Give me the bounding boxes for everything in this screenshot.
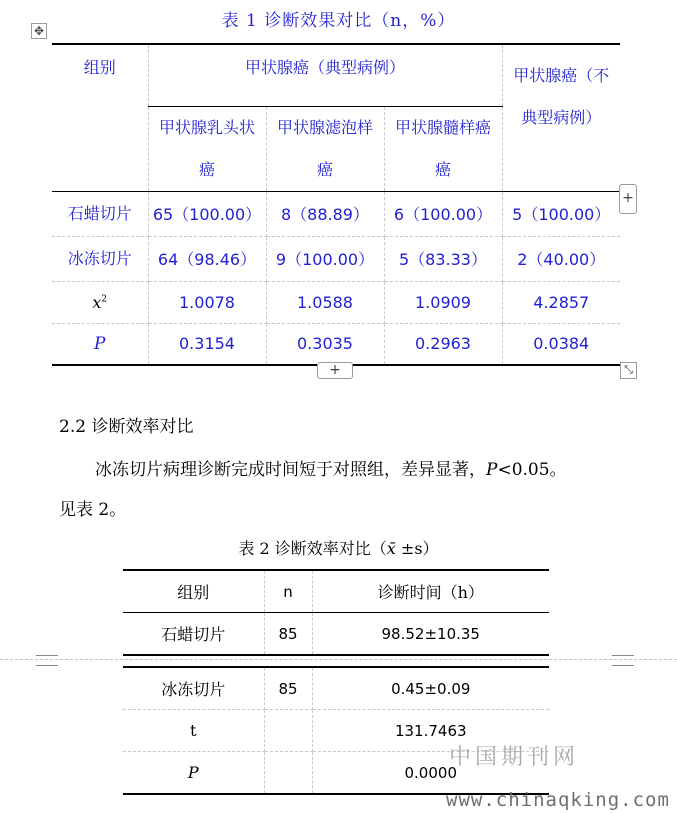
table-cell: 1.0588: [266, 281, 384, 323]
row-label-frozen: 冰冻切片: [52, 236, 148, 281]
table2-caption: [0, 536, 677, 559]
table-cell: 0.0384: [502, 323, 620, 365]
table-cell: 0.2963: [384, 323, 502, 365]
paragraph-text: <0.05。: [497, 460, 567, 480]
table-cell: 2（40.00）: [502, 236, 620, 281]
header-n: n: [264, 570, 312, 613]
page-break-marker: [36, 655, 58, 666]
table1: [52, 43, 620, 366]
table-cell: 85: [264, 613, 312, 656]
watermark-cn: 中国期刊网: [449, 745, 580, 770]
section-heading: 2.2 诊断效率对比: [59, 417, 194, 437]
chi-symbol: x: [92, 292, 102, 312]
table-cell: 64（98.46）: [148, 236, 266, 281]
header-follicular: 甲状腺滤泡样癌: [266, 106, 384, 191]
paragraph-text: 冰冻切片病理诊断完成时间短于对照组，差异显著，: [95, 460, 486, 480]
table-cell: 1.0078: [148, 281, 266, 323]
page-break-marker: [612, 655, 634, 666]
row-label-t: t: [123, 710, 264, 752]
header-group: 组别: [52, 44, 148, 191]
header-atypical: 甲状腺癌（不典型病例）: [502, 44, 620, 191]
watermark-url: www.chinaqking.com: [446, 789, 670, 811]
table-cell: 0.45±0.09: [312, 667, 549, 710]
table-cell: 0.3035: [266, 323, 384, 365]
table-cell: 6（100.00）: [384, 191, 502, 236]
header-time: 诊断时间（h）: [312, 570, 549, 613]
row-label-paraffin: 石蜡切片: [52, 191, 148, 236]
header-group: 组别: [123, 570, 264, 613]
table-cell: 4.2857: [502, 281, 620, 323]
row-label-frozen: 冰冻切片: [123, 667, 264, 710]
row-label-p: P: [123, 752, 264, 795]
mean-symbol: x̄: [386, 539, 396, 558]
header-medullary: 甲状腺髓样癌癌: [384, 106, 502, 191]
table-cell: 1.0909: [384, 281, 502, 323]
header-papillary: 甲状腺乳头状癌: [148, 106, 266, 191]
table-cell: 85: [264, 667, 312, 710]
table-cell: 5（100.00）: [502, 191, 620, 236]
table-cell: [264, 710, 312, 752]
table-cell: 98.52±10.35: [312, 613, 549, 656]
table1-caption: 表 1 诊断效果对比（n，%）: [221, 11, 456, 31]
table-cell: 0.3154: [148, 323, 266, 365]
table-cell: 65（100.00）: [148, 191, 266, 236]
table-cell: 0.0000: [312, 752, 549, 795]
table-cell: 5（83.33）: [384, 236, 502, 281]
table-resize-icon[interactable]: ⤡: [620, 362, 637, 379]
caption-text: 表 2 诊断效率对比（: [238, 539, 387, 558]
paragraph-line-2: 见表 2。: [59, 500, 127, 520]
table2-part1: [123, 569, 549, 656]
table2-part2: [123, 666, 549, 795]
add-row-button[interactable]: +: [317, 362, 353, 379]
chi-superscript: 2: [101, 294, 108, 305]
table-cell: [264, 752, 312, 795]
row-label-p: P: [52, 323, 148, 365]
caption-text: ±s）: [395, 539, 439, 558]
row-label-chi2: [52, 281, 148, 323]
table-cell: 9（100.00）: [266, 236, 384, 281]
paragraph-line-1: [95, 455, 567, 480]
header-typical: 甲状腺癌（典型病例）: [148, 44, 502, 106]
table-cell: 131.7463: [312, 710, 549, 752]
page-break: [0, 659, 677, 660]
table-move-icon[interactable]: ✥: [31, 23, 47, 39]
row-label-paraffin: 石蜡切片: [123, 613, 264, 656]
add-column-button[interactable]: +: [619, 184, 637, 214]
table-cell: 8（88.89）: [266, 191, 384, 236]
p-symbol: P: [486, 460, 498, 480]
